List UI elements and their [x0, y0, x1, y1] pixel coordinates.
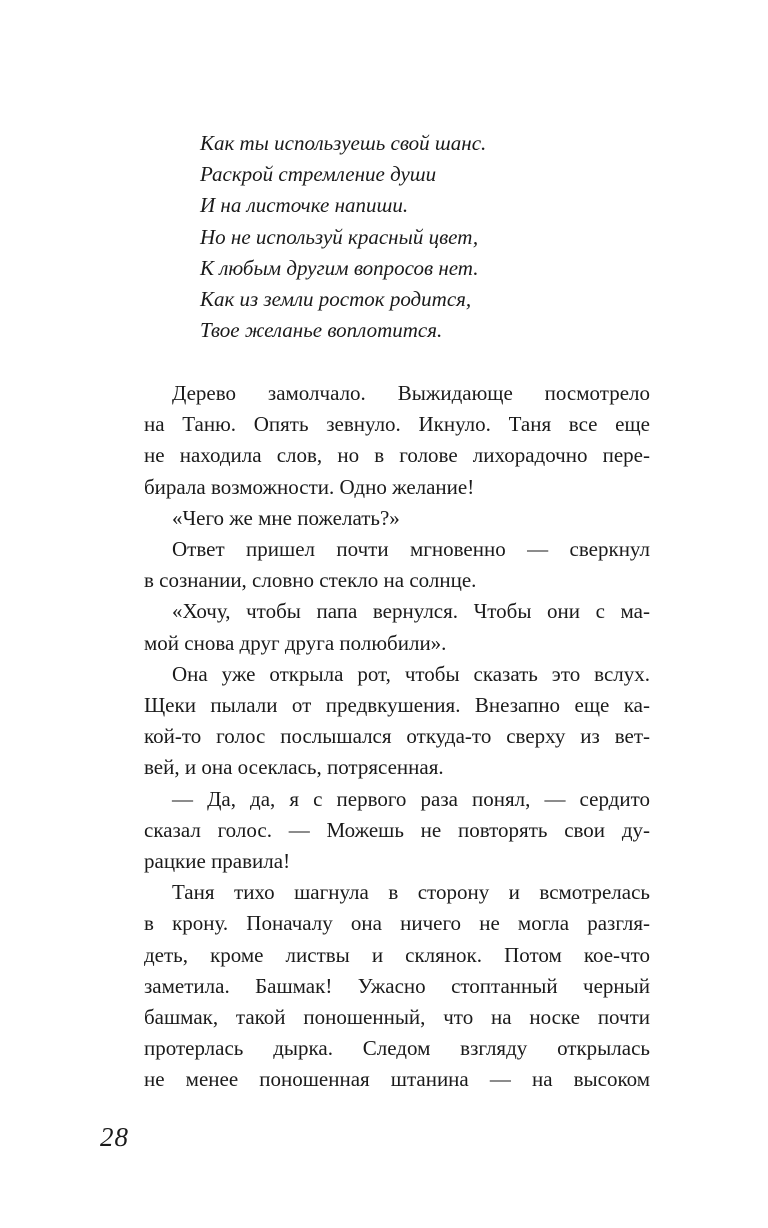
- text-line: мой снова друг друга полюбили».: [144, 630, 447, 655]
- text-line: Таня тихо шагнула в сторону и всмотрелась: [172, 880, 650, 905]
- text-line: Ответ пришел почти мгновенно — сверкнул: [172, 537, 650, 562]
- poem-line: Как из земли росток родится,: [200, 287, 472, 312]
- text-line: Щеки пылали от предвкушения. Внезапно еще ка-: [144, 693, 650, 718]
- paragraph: [144, 378, 650, 503]
- paragraph: [144, 784, 650, 878]
- text-line: не находила слов, но в голове лихорадочно пере-: [144, 443, 650, 468]
- text-line: в крону. Поначалу она ничего не могла разгля-: [144, 911, 650, 936]
- paragraph: [144, 659, 650, 784]
- poem-stanza: [200, 128, 660, 346]
- page-number: 28: [100, 1122, 129, 1152]
- text-line: протерлась дырка. Следом взгляду открылась: [144, 1036, 650, 1061]
- text-line: башмак, такой поношенный, что на носке почти: [144, 1005, 650, 1030]
- text-line: Она уже открыла рот, чтобы сказать это вслух.: [172, 661, 650, 686]
- paragraph: [144, 596, 650, 658]
- text-line: вей, и она осеклась, потрясенная.: [144, 755, 444, 780]
- text-line: «Чего же мне пожелать?»: [172, 505, 400, 530]
- text-line: Дерево замолчало. Выжидающе посмотрело: [172, 381, 650, 405]
- poem-line: Твое желанье воплотится.: [200, 318, 443, 343]
- body-text: [144, 378, 650, 1096]
- text-line: не менее поношенная штанина — на высоком: [144, 1067, 650, 1092]
- poem-line: И на листочке напиши.: [200, 193, 409, 218]
- text-line: кой-то голос послышался откуда-то сверху из вет-: [144, 724, 650, 749]
- text-line: сказал голос. — Можешь не повторять свои ду-: [144, 817, 650, 842]
- text-line: на Таню. Опять зевнуло. Икнуло. Таня все еще: [144, 412, 650, 437]
- text-line: в сознании, словно стекло на солнце.: [144, 568, 477, 593]
- text-line: заметила. Башмак! Ужасно стоптанный черный: [144, 973, 650, 998]
- text-line: деть, кроме листвы и склянок. Потом кое-что: [144, 942, 650, 967]
- paragraph: [144, 534, 650, 596]
- text-line: бирала возможности. Одно желание!: [144, 474, 475, 499]
- poem-line: Но не используй красный цвет,: [200, 224, 479, 249]
- text-line: — Да, да, я с первого раза понял, — сердито: [172, 786, 650, 811]
- poem-line: Как ты используешь свой шанс.: [200, 131, 487, 155]
- paragraph: [144, 503, 650, 534]
- poem-line: К любым другим вопросов нет.: [200, 255, 479, 280]
- text-line: рацкие правила!: [144, 849, 291, 874]
- paragraph: [144, 877, 650, 1095]
- poem-line: Раскрой стремление души: [200, 162, 437, 187]
- text-line: «Хочу, чтобы папа вернулся. Чтобы они с ма-: [172, 599, 650, 624]
